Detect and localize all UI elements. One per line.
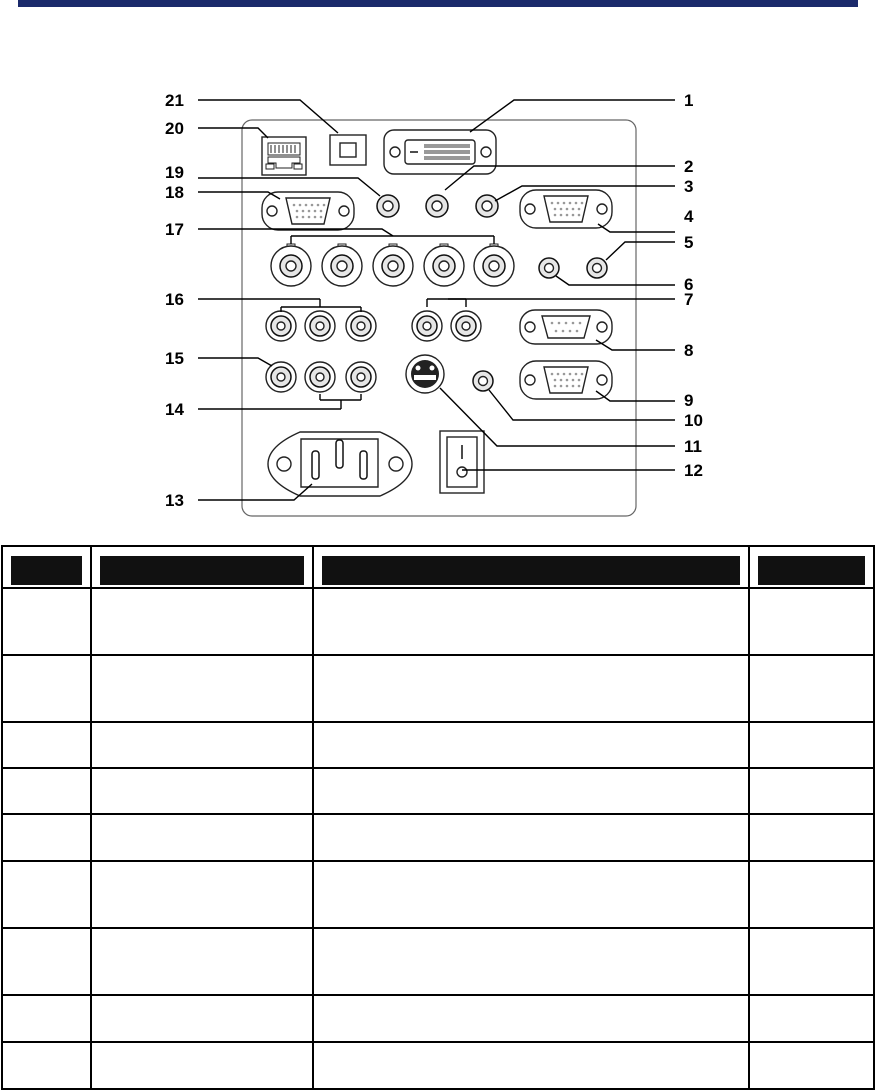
callout-14: 14	[165, 400, 184, 419]
table-row	[3, 814, 873, 860]
table-cell	[749, 768, 873, 814]
mini-jack-icon	[377, 195, 498, 217]
table-cell	[91, 1042, 313, 1088]
table-cell	[3, 722, 91, 768]
rj45-icon	[262, 137, 306, 175]
callout-2: 2	[684, 157, 694, 176]
table-header-cell	[91, 547, 313, 588]
table-cell	[91, 814, 313, 860]
mini-jack-icon	[473, 371, 493, 391]
table-cell	[749, 588, 873, 654]
rca-icon	[266, 362, 376, 392]
s-video-icon	[406, 355, 444, 393]
table-header-cell	[313, 547, 749, 588]
table-row	[3, 722, 873, 768]
table-cell	[749, 1042, 873, 1088]
header-bar	[758, 556, 865, 585]
table-cell	[313, 928, 749, 995]
table-row	[3, 588, 873, 654]
table-cell	[313, 722, 749, 768]
table-cell	[313, 861, 749, 928]
usb-icon	[330, 135, 366, 165]
table-header-cell	[749, 547, 873, 588]
table-row	[3, 928, 873, 995]
table-cell	[3, 588, 91, 654]
table-cell	[749, 655, 873, 722]
header-bar	[322, 556, 740, 585]
header-bar	[100, 556, 304, 585]
callout-3: 3	[684, 177, 694, 196]
callout-13: 13	[165, 491, 184, 510]
callout-21: 21	[165, 91, 184, 110]
table-cell	[313, 768, 749, 814]
table-cell	[3, 655, 91, 722]
table-row	[3, 655, 873, 722]
table-cell	[91, 588, 313, 654]
table-cell	[91, 768, 313, 814]
table-cell	[313, 995, 749, 1041]
table-cell	[3, 995, 91, 1041]
callout-11: 11	[684, 437, 702, 456]
table-cell	[313, 655, 749, 722]
vga-icon	[520, 190, 612, 228]
connector-table	[1, 545, 875, 1090]
table-row	[3, 861, 873, 928]
table-row	[3, 995, 873, 1041]
callout-15: 15	[165, 349, 184, 368]
table-cell	[749, 928, 873, 995]
table-cell	[91, 861, 313, 928]
callout-8: 8	[684, 341, 694, 360]
callout-9: 9	[684, 391, 694, 410]
table-cell	[3, 814, 91, 860]
dvi-icon	[384, 130, 496, 174]
callout-10: 10	[684, 411, 703, 430]
table-cell	[749, 861, 873, 928]
table-header-cell	[3, 547, 91, 588]
callout-1: 1	[684, 91, 694, 110]
table-cell	[91, 722, 313, 768]
table-cell	[313, 588, 749, 654]
table-cell	[91, 655, 313, 722]
table-header-row	[3, 547, 873, 588]
callout-12: 12	[684, 461, 703, 480]
table-cell	[3, 861, 91, 928]
callout-18: 18	[165, 183, 184, 202]
callout-5: 5	[684, 233, 694, 252]
table-cell	[313, 814, 749, 860]
table-row	[3, 1042, 873, 1088]
callout-19: 19	[165, 163, 184, 182]
callout-7: 7	[684, 290, 694, 309]
header-bar	[11, 556, 82, 585]
table-cell	[3, 768, 91, 814]
table-cell	[313, 1042, 749, 1088]
callout-20: 20	[165, 119, 184, 138]
table-cell	[749, 814, 873, 860]
serial-icon	[520, 310, 612, 344]
power-switch-icon	[440, 431, 484, 493]
table-cell	[91, 928, 313, 995]
connector-table-grid	[3, 547, 873, 1088]
callout-6: 6	[684, 275, 694, 294]
table-cell	[3, 928, 91, 995]
ac-inlet-icon	[268, 432, 412, 496]
table-cell	[749, 722, 873, 768]
callout-17: 17	[165, 220, 184, 239]
table-cell	[91, 995, 313, 1041]
table-cell	[3, 1042, 91, 1088]
vga-icon	[262, 192, 354, 230]
rear-panel-diagram	[0, 0, 876, 545]
table-row	[3, 768, 873, 814]
callout-16: 16	[165, 290, 184, 309]
table-cell	[749, 995, 873, 1041]
callout-4: 4	[684, 207, 694, 226]
